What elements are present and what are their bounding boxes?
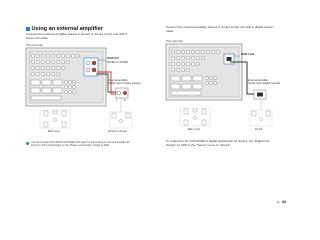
left-jack-l: L: [116, 99, 118, 102]
left-amp-sub: (Audio input (analog stereo)): [108, 82, 141, 85]
right-amp-input-jack: [254, 90, 266, 99]
left-zone-out-sub: ZONE2 or ZONE3: [107, 61, 129, 64]
right-unit-label: This unit (rear): [166, 40, 183, 43]
page-lang: En: [276, 200, 280, 204]
section-title-text: Using an external amplifier: [31, 26, 103, 32]
right-note-text: To output the AV OUT/ZONE 4 digital optical jack for Zone4, set "Digital Out Assign" (p.145) in the "Setup" menu to "Zone4".: [166, 139, 270, 147]
left-main-zone-label: Main zone: [48, 130, 60, 133]
left-amp-label: External amplifier: [108, 79, 129, 82]
left-note-text: You cannot select the ZONE OUT/PRE OUT jacks for connecting an external amplifier for Zone2 or Zone3 depending on the "Power Amp Assign" setting (p.198).: [31, 141, 130, 148]
right-amp-sub: (Audio input (digital optical)): [248, 82, 281, 85]
right-zone-out-label: ZONE 4 jack: [241, 54, 255, 56]
page-number-value: 84: [282, 200, 286, 204]
right-main-zone-layout: [180, 108, 210, 126]
left-zone-out-label: ZONE OUT: [107, 58, 119, 60]
right-intro-paragraph: Connect the external amplifier placed in Zone4 to this unit with a digital optical cable.: [166, 25, 273, 33]
note-icon: [26, 142, 29, 145]
page-number: [277, 200, 286, 204]
right-main-zone-label: Main zone: [188, 128, 200, 131]
right-amp-label: External amplifier: [248, 79, 269, 82]
right-zone4-layout: [250, 99, 272, 126]
intro-paragraph: Connect the external amplifier placed in Zone2 or Zone3 to this unit with a stereo pin cable.: [26, 32, 128, 40]
left-zone-label: Zone2 or Zone3: [108, 130, 127, 133]
left-unit-label: This unit (rear): [26, 44, 43, 47]
right-zone-label: Zone4: [255, 128, 263, 131]
left-jack-r: R: [124, 99, 126, 102]
left-note: [26, 141, 136, 147]
